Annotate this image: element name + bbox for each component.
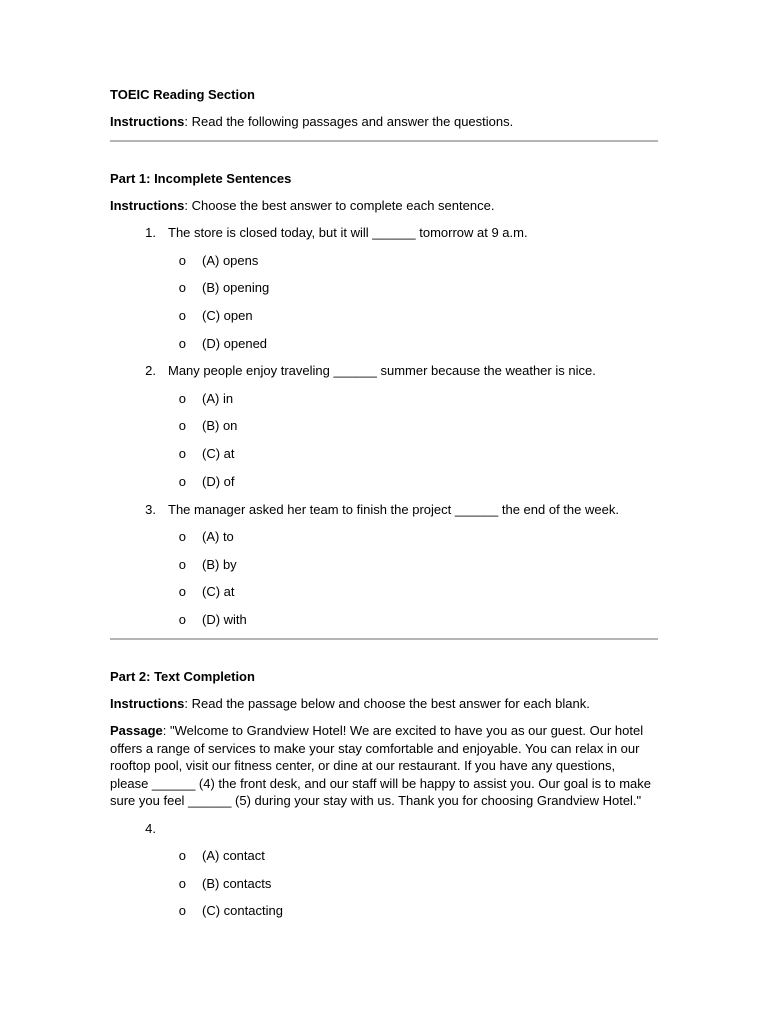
bullet-icon: o: [178, 848, 186, 864]
option: [110, 279, 658, 296]
passage-line: please ______ (4) the front desk, and our staff will be happy to assist you. Our goal is to make: [110, 775, 652, 791]
option-text: (B) on: [202, 418, 238, 434]
part2-heading: Part 2: Text Completion: [110, 669, 255, 685]
option: [110, 335, 658, 352]
bullet-icon: o: [178, 252, 186, 268]
bullet-icon: o: [178, 280, 186, 296]
part1-heading: Part 1: Incomplete Sentences: [110, 171, 292, 186]
option: [110, 875, 658, 892]
option-text: (A) in: [202, 390, 234, 406]
instructions-text: : Choose the best answer to complete each sentence.: [184, 198, 495, 213]
question-4: [110, 820, 658, 837]
general-instructions: [110, 113, 658, 130]
option: [110, 847, 658, 864]
section-divider: [110, 140, 658, 142]
option: [110, 583, 658, 600]
part2-instructions: [110, 695, 658, 712]
option-text: (C) open: [202, 307, 253, 323]
instructions-label: Instructions: [110, 114, 185, 129]
question-2: [110, 362, 658, 379]
document-title: TOEIC Reading Section: [110, 87, 255, 102]
bullet-icon: o: [178, 335, 186, 351]
section-divider: [110, 638, 658, 640]
option-text: (C) at: [202, 446, 235, 462]
bullet-icon: o: [178, 473, 186, 489]
question-number: 1.: [145, 225, 156, 240]
question-text: Many people enjoy traveling ______ summer because the weather is nice.: [168, 363, 596, 379]
passage: [110, 722, 658, 810]
option: [110, 417, 658, 434]
option-text: (A) opens: [202, 252, 259, 268]
bullet-icon: o: [178, 418, 186, 434]
option: [110, 611, 658, 628]
option-text: (C) contacting: [202, 903, 283, 919]
question-number: 3.: [145, 501, 156, 517]
option-text: (D) of: [202, 473, 235, 489]
option: [110, 252, 658, 269]
bullet-icon: o: [178, 612, 186, 628]
question-1: [110, 224, 658, 241]
instructions-text: : Read the following passages and answer the questions.: [184, 114, 514, 129]
option: [110, 902, 658, 919]
question-text: The manager asked her team to finish the project ______ the end of the week.: [168, 501, 619, 517]
document-page: [110, 86, 658, 930]
passage-line: rooftop pool, visit our fitness center, or dine at our restaurant. If you have any questions,: [110, 758, 616, 774]
option: [110, 445, 658, 462]
passage-line: : "Welcome to Grandview Hotel! We are excited to have you as our guest. Our hotel: [162, 723, 644, 739]
bullet-icon: o: [178, 556, 186, 572]
passage-line: offers a range of services to make your stay comfortable and enjoyable. You can relax in our: [110, 740, 640, 756]
instructions-text: : Read the passage below and choose the best answer for each blank.: [184, 696, 590, 712]
option-text: (B) opening: [202, 280, 270, 296]
bullet-icon: o: [178, 903, 186, 919]
instructions-label: Instructions: [110, 198, 185, 213]
option: [110, 556, 658, 573]
bullet-icon: o: [178, 446, 186, 462]
option: [110, 390, 658, 407]
option-text: (D) with: [202, 612, 247, 628]
passage-line: sure you feel ______ (5) during your stay with us. Thank you for choosing Grandview Hotel.": [110, 793, 642, 809]
bullet-icon: o: [178, 584, 186, 600]
question-number: 4.: [145, 820, 156, 836]
passage-label: Passage: [110, 723, 163, 739]
bullet-icon: o: [178, 390, 186, 406]
part1-instructions: [110, 197, 658, 214]
option: [110, 307, 658, 324]
question-text: [156, 820, 168, 837]
bullet-icon: o: [178, 529, 186, 544]
option-text: (A) to: [202, 529, 234, 544]
bullet-icon: o: [178, 875, 186, 891]
question-3: [110, 501, 658, 518]
option-text: (C) at: [202, 584, 235, 600]
option-text: (A) contact: [202, 848, 265, 864]
option-text: (D) opened: [202, 335, 268, 351]
option-text: (B) contacts: [202, 875, 272, 891]
option: [110, 473, 658, 490]
bullet-icon: o: [178, 307, 186, 323]
question-number: 2.: [145, 363, 156, 379]
question-text: The store is closed today, but it will ______ tomorrow at 9 a.m.: [168, 225, 528, 240]
option: [110, 528, 658, 545]
option-text: (B) by: [202, 556, 237, 572]
instructions-label: Instructions: [110, 696, 185, 712]
